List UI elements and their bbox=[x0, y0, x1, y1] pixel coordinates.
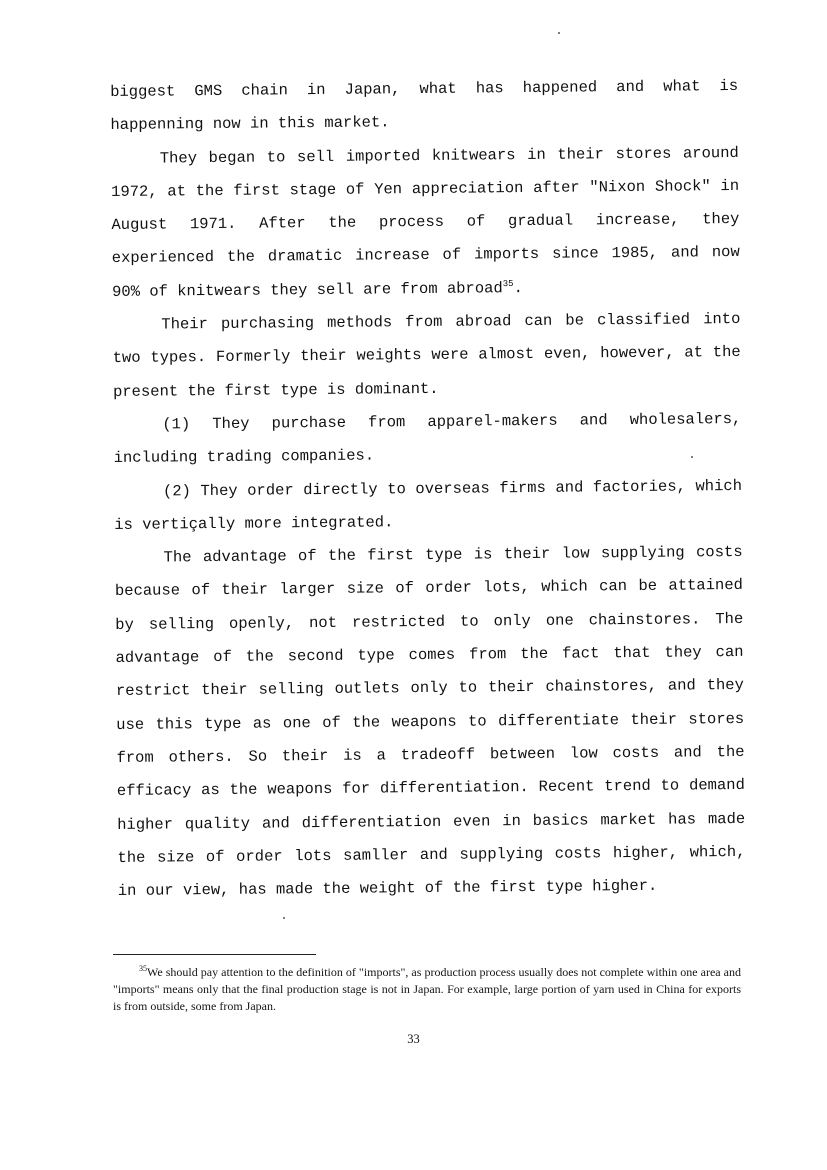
scan-speck bbox=[558, 32, 560, 34]
footnote bbox=[113, 964, 741, 1015]
footnote-text: We should pay attention to the definition of "imports", as production process usually does not complete within one area and "imports" means only that the final production stage is not in Japan. For example, large portion of yarn used in China for exports is from outside, some from Japan. bbox=[113, 965, 741, 1013]
paragraph-continuation: biggest GMS chain in Japan, what has happened and what is happenning now in this market. bbox=[110, 76, 739, 135]
list-item-type-2: (2) They order directly to overseas firms and factories, which is vertiçally more integrated. bbox=[114, 476, 743, 534]
page-number: 33 bbox=[407, 1032, 420, 1046]
paragraph-knitwear-end: . bbox=[513, 278, 523, 297]
paragraph-purchasing-methods: Their purchasing methods from abroad can be classified into two types. Formerly their weights were almost even, however, at the present the first type is dominant. bbox=[112, 310, 741, 401]
paragraph-knitwear-imports bbox=[111, 137, 741, 310]
body-text bbox=[110, 70, 746, 908]
scan-speck bbox=[283, 917, 285, 919]
footnote-separator bbox=[113, 954, 316, 955]
footnote-mark: 35 bbox=[139, 964, 147, 973]
paragraph-knitwear-text: They began to sell imported knitwears in their stores around 1972, at the first stage of Yen appreciation after "Nixon Shock" in August 1971. After the process of gradual increase, they experienced the dramatic increase of imports since 1985, and now 90% of knitwears they sell are from abroad bbox=[111, 143, 740, 301]
paragraph-advantage: The advantage of the first type is their low supplying costs because of their larger size of order lots, which can be attained by selling openly, not restricted to only one chainstores. The advantage of the second type comes from the fact that they can restrict their selling outlets only to their chainstores, and they use this type as one of the weapons to differentiate their stores from others. So their is a tradeoff between low costs and the efficacy as the weapons for differentiation. Recent trend to demand higher quality and differentiation even in basics market has made the size of order lots samller and supplying costs higher, which, in our view, has made the weight of the first type higher. bbox=[114, 543, 746, 901]
footnote-reference: 35 bbox=[502, 278, 514, 289]
list-item-type-1: (1) They purchase from apparel-makers and wholesalers, including trading companies. bbox=[113, 409, 742, 468]
